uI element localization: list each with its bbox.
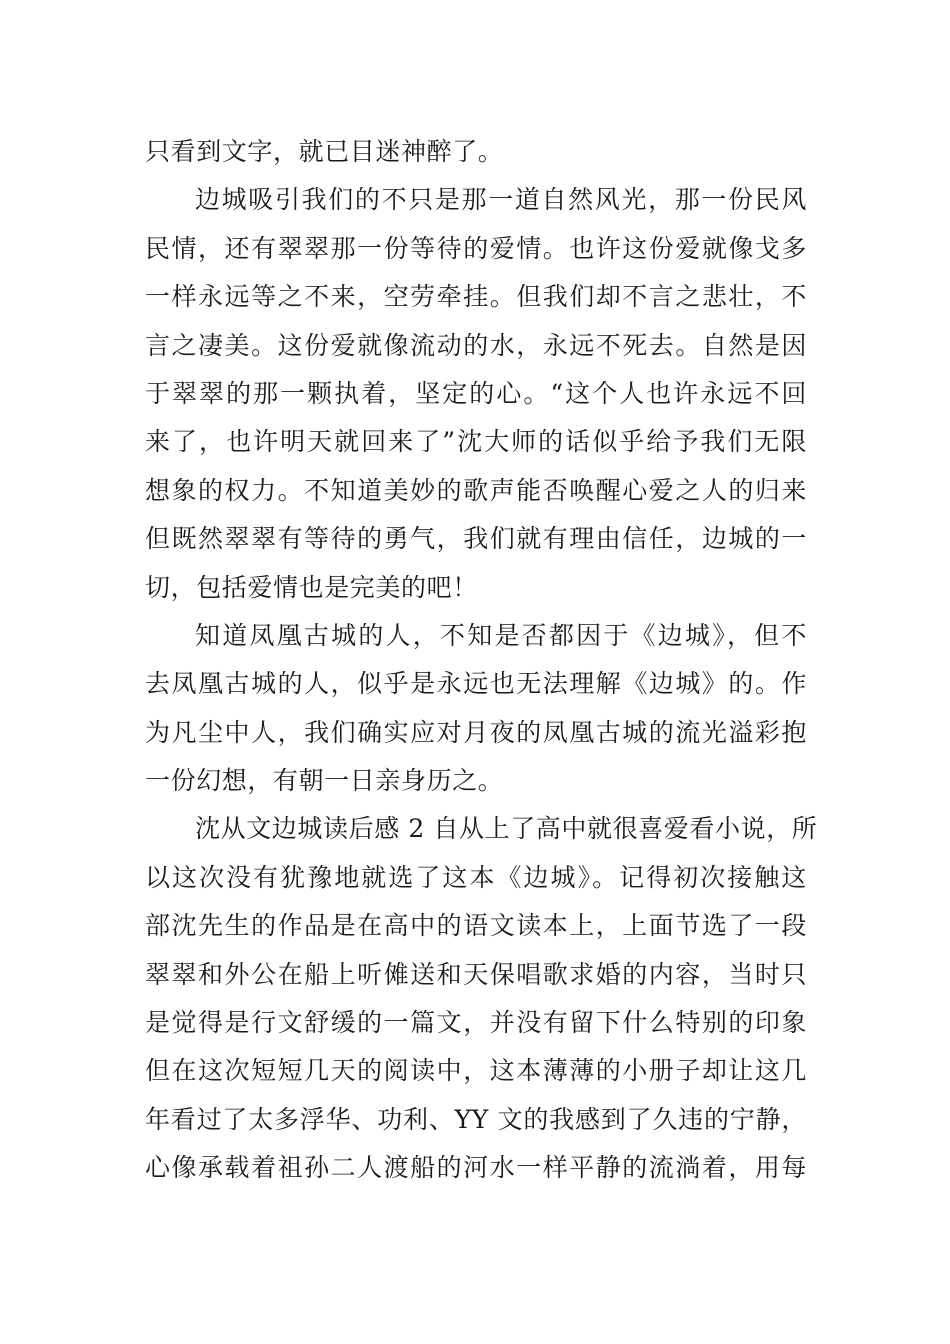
text-line-7: 来了，也许明天就回来了”沈大师的话似乎给予我们无限 (145, 427, 807, 457)
text-line-16: 以这次没有犹豫地就选了这本《边城》。记得初次接触这 (145, 862, 807, 892)
text-line-12: 去凤凰古城的人，似乎是永远也无法理解《边城》的。作 (145, 669, 807, 699)
text-line-21: 年看过了太多浮华、功利、YY 文的我感到了久违的宁静， (145, 1104, 807, 1134)
text-line-4: 一样永远等之不来，空劳牵挂。但我们却不言之悲壮，不 (145, 282, 807, 312)
text-line-9: 但既然翠翠有等待的勇气，我们就有理由信任，边城的一 (145, 524, 807, 554)
text-line-13: 为凡尘中人，我们确实应对月夜的凤凰古城的流光溢彩抱 (145, 717, 807, 747)
text-line-10: 切，包括爱情也是完美的吧！ (145, 572, 478, 602)
text-line-5: 言之凄美。这份爱就像流动的水，永远不死去。自然是因 (145, 330, 807, 360)
body-text (145, 128, 818, 1193)
text-line-18: 翠翠和外公在船上听傩送和天保唱歌求婚的内容，当时只 (145, 959, 807, 989)
text-line-15: 沈从文边城读后感 2 自从上了高中就很喜爱看小说，所 (195, 814, 818, 844)
text-line-1: 只看到文字，就已目迷神醉了。 (145, 137, 504, 166)
text-line-6: 于翠翠的那一颗执着，坚定的心。“这个人也许永远不回 (145, 378, 807, 408)
text-line-14: 一份幻想，有朝一日亲身历之。 (145, 766, 504, 796)
text-line-20: 但在这次短短几天的阅读中，这本薄薄的小册子却让这几 (145, 1056, 807, 1086)
text-line-2: 边城吸引我们的不只是那一道自然风光，那一份民风 (195, 185, 807, 215)
text-line-19: 是觉得是行文舒缓的一篇文，并没有留下什么特别的印象 (145, 1008, 807, 1038)
text-line-3: 民情，还有翠翠那一份等待的爱情。也许这份爱就像戈多 (145, 233, 807, 263)
text-line-22: 心像承载着祖孙二人渡船的河水一样平静的流淌着，用每 (145, 1153, 807, 1183)
text-line-11: 知道凤凰古城的人，不知是否都因于《边城》，但不 (195, 620, 807, 650)
text-line-17: 部沈先生的作品是在高中的语文读本上，上面节选了一段 (145, 911, 807, 941)
text-line-8: 想象的权力。不知道美妙的歌声能否唤醒心爱之人的归来 (145, 475, 807, 505)
